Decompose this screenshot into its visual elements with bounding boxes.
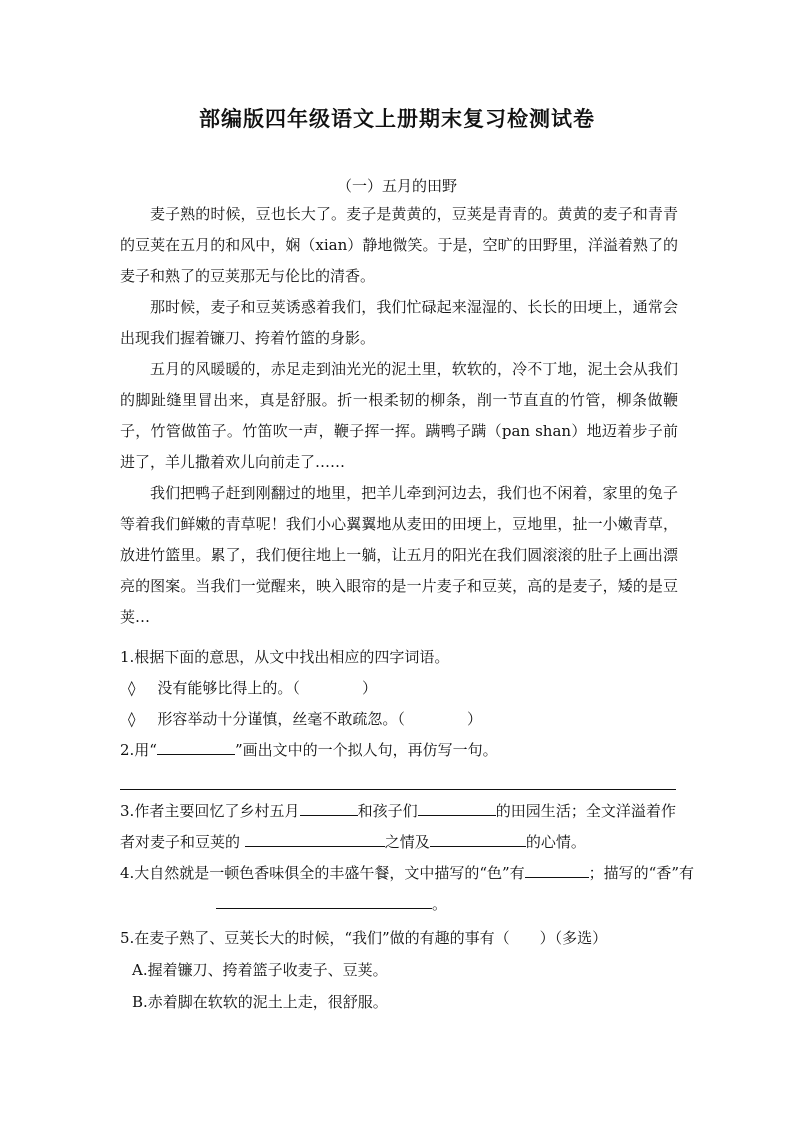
question-2-after: ”画出文中的一个拟人句，再仿写一句。 <box>234 741 498 759</box>
passage-paragraph-2: 那时候，麦子和豆荚诱惑着我们，我们忙碌起来湿湿的、长长的田埂上，通常会出现我们握着镰刀、挎着竹篮的身影。 <box>120 298 678 347</box>
answer-blank-3b[interactable] <box>418 800 496 816</box>
question-4 <box>120 858 694 889</box>
passage-paragraph-3: 五月的风暖暖的，赤足走到油光光的泥土里，软软的，冷不丁地，泥土会从我们的脚趾缝里冒出来，真是舒服。折一根柔韧的柳条，削一节直直的竹管，柳条做鞭子，竹管做笛子。竹笛吹一声，鞭子挥一挥。蹒鸭子蹒（pan shan）地迈着步子前进了，羊儿撒着欢儿向前走了…… <box>120 360 678 471</box>
passage-paragraph-1: 麦子熟的时候，豆也长大了。麦子是黄黄的，豆荚是青青的。黄黄的麦子和青青的豆荚在五月的和风中，娴（xian）静地微笑。于是，空旷的田野里，洋溢着熟了的麦子和熟了的豆荚那无与伦比的清香。 <box>120 205 678 285</box>
question-4-a: 4.大自然就是一顿色香味俱全的丰盛午餐，文中描写的“色”有 <box>120 864 525 882</box>
option-a: A.握着镰刀、挎着篮子收麦子、豆荚。 <box>132 961 388 979</box>
question-2 <box>120 735 680 766</box>
question-1-stem: 1.根据下面的意思，从文中找出相应的四字词语。 <box>120 648 450 666</box>
section-title: （一）五月的田野 <box>336 177 457 195</box>
underline-sample <box>157 739 235 755</box>
question-1-item-1 <box>120 673 680 704</box>
question-3-a: 3.作者主要回忆了乡村五月 <box>120 802 300 820</box>
question-3-d: 之情及 <box>384 833 430 851</box>
answer-blank-4a[interactable] <box>525 862 589 878</box>
answer-blank-3a[interactable] <box>300 800 358 816</box>
question-4-line-2 <box>216 889 516 920</box>
question-5 <box>120 923 680 954</box>
question-3-line-1 <box>120 796 676 858</box>
question-4-b: ；描写的“香”有 <box>588 864 694 882</box>
bullet-icon: ◊ <box>128 679 136 697</box>
question-2-before: 2.用“ <box>120 741 157 759</box>
bullet-icon: ◊ <box>128 710 136 728</box>
question-1-item-2-text: 形容举动十分谨慎，丝毫不敢疏忽。（ <box>157 710 405 728</box>
passage-paragraph-4: 我们把鸭子赶到刚翻过的地里，把羊儿牵到河边去，我们也不闲着，家里的兔子等着我们鲜嫩的青草呢！我们小心翼翼地从麦田的田埂上，豆地里，扯一小嫩青草，放进竹篮里。累了，我们便往地上一躺，让五月的阳光在我们圆滚滚的肚子上画出漂亮的图案。当我们一觉醒来，映入眼帘的是一片麦子和豆荚，高的是麦子，矮的是豆荚… <box>120 484 678 626</box>
question-1-item-1-text: 没有能够比得上的。（ <box>157 679 300 697</box>
question-3-e: 的心情。 <box>525 833 586 851</box>
answer-line-2[interactable] <box>120 789 676 790</box>
answer-blank-3d[interactable] <box>430 831 526 847</box>
question-1-item-2 <box>120 704 680 735</box>
question-1 <box>120 642 680 673</box>
answer-blank-3c[interactable] <box>245 831 385 847</box>
question-5-stem: 5.在麦子熟了、豆荚长大的时候，“我们”做的有趣的事有（ <box>120 929 510 947</box>
option-b: B.赤着脚在软软的泥土上走，很舒服。 <box>132 993 388 1011</box>
page-title: 部编版四年级语文上册期末复习检测试卷 <box>199 106 595 131</box>
question-3-c: 的田园生活；全文洋溢着作者对麦子和豆荚的 <box>120 802 676 851</box>
question-5-close: ）（多选） <box>539 929 608 947</box>
question-4-c: 。 <box>432 895 448 913</box>
question-3-b: 和孩子们 <box>357 802 418 820</box>
question-1-item-1-close: ） <box>361 679 377 697</box>
question-1-item-2-close: ） <box>466 710 482 728</box>
answer-blank-4b[interactable] <box>216 893 432 909</box>
